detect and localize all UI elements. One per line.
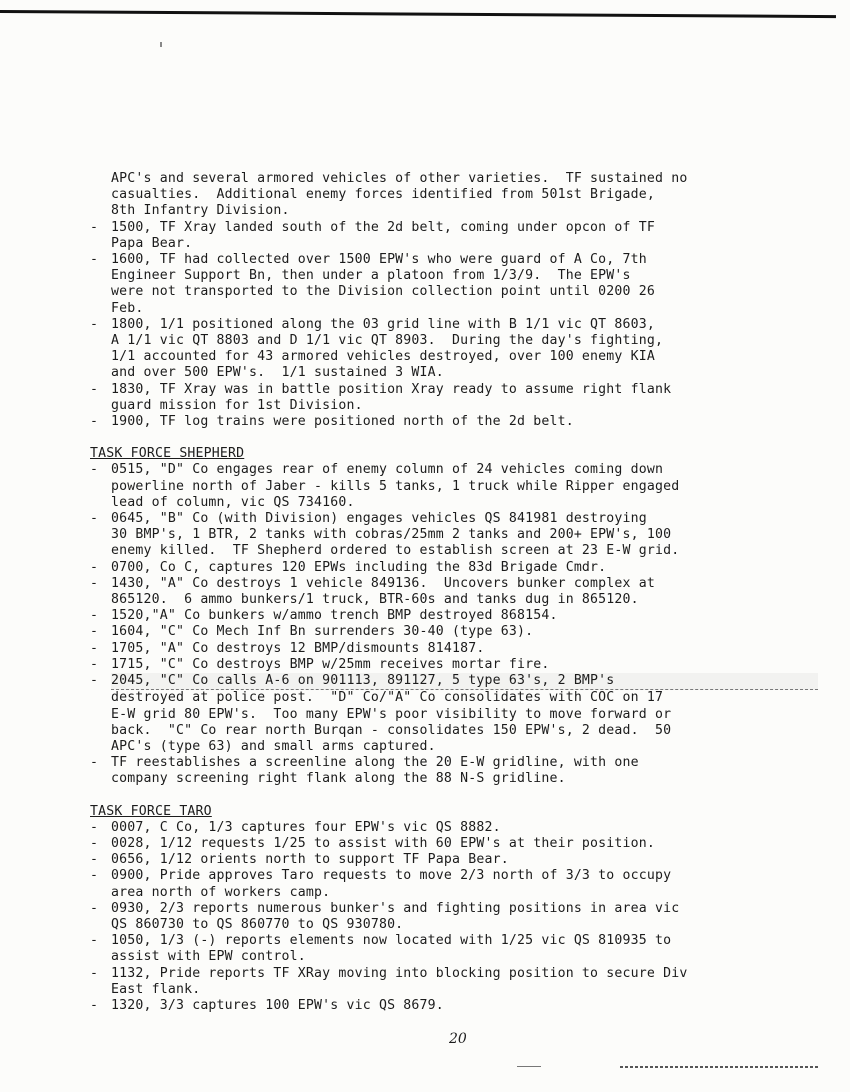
list-item [90,560,818,576]
text-line: enemy killed. TF Shepherd ordered to establish screen at 23 E-W grid. [111,543,680,559]
text-line: 1800, 1/1 positioned along the 03 grid line with B 1/1 vic QT 8603, [111,316,656,332]
list-item [90,608,818,624]
list-dash: - [90,868,99,884]
list-item [90,901,818,933]
footer-mark [517,1066,541,1067]
list-dash: - [90,965,99,981]
text-line: 0028, 1/12 requests 1/25 to assist with 60 EPW's at their position. [111,835,656,851]
list-item [90,252,818,317]
page-number: 20 [449,1031,467,1047]
text-line: East flank. [111,981,201,997]
top-rule [0,10,836,18]
text-line: A 1/1 vic QT 8803 and D 1/1 vic QT 8903. During the day's fighting, [111,333,664,349]
document-body [90,171,818,1014]
list-dash: - [90,624,99,640]
list-dash: - [90,900,99,916]
text-line: APC's (type 63) and small arms captured. [111,738,436,754]
list-item [90,820,818,836]
list-dash: - [90,755,99,771]
text-line: 1705, "A" Co destroys 12 BMP/dismounts 814187. [111,640,485,656]
list-dash: - [90,575,99,591]
text-line: 0700, Co C, captures 120 EPWs including the 83d Brigade Cmdr. [111,559,607,575]
list-dash: - [90,316,99,332]
text-line: 1320, 3/3 captures 100 EPW's vic QS 8679. [111,997,444,1013]
list-dash: - [90,219,99,235]
text-line: E-W grid 80 EPW's. Too many EPW's poor visibility to move forward or [111,706,672,722]
list-item [90,511,818,560]
text-line: 30 BMP's, 1 BTR, 2 tanks with cobras/25mm 2 tanks and 200+ EPW's, 100 [111,527,672,543]
text-line: 1900, TF log trains were positioned north of the 2d belt. [111,414,574,430]
text-line: APC's and several armored vehicles of other varieties. TF sustained no [111,171,688,186]
list-item [90,998,818,1014]
text-line: 1604, "C" Co Mech Inf Bn surrenders 30-40 (type 63). [111,624,534,640]
section-heading-taro: TASK FORCE TARO [90,803,212,819]
text-line: 0656, 1/12 orients north to support TF Papa Bear. [111,852,509,868]
list-dash: - [90,933,99,949]
text-line: and over 500 EPW's. 1/1 sustained 3 WIA. [111,365,444,381]
text-line: 8th Infantry Division. [111,203,290,219]
list-item [90,966,818,998]
section-heading-shepherd: TASK FORCE SHEPHERD [90,446,245,462]
scan-speck [160,42,162,47]
list-dash: - [90,673,99,689]
text-line: 1520,"A" Co bunkers w/ammo trench BMP destroyed 868154. [111,608,558,624]
list-item [90,462,818,511]
footer-mark [620,1066,820,1068]
text-line: powerline north of Jaber - kills 5 tanks, 1 truck while Ripper engaged [111,478,680,494]
list-item [90,220,818,252]
text-line: back. "C" Co rear north Burqan - consolidates 150 EPW's, 2 dead. 50 [111,722,672,738]
text-line: company screening right flank along the 88 N-S gridline. [111,771,566,787]
list-dash: - [90,252,99,268]
list-dash: - [90,462,99,478]
text-line: 1715, "C" Co destroys BMP w/25mm receives mortar fire. [111,656,550,672]
text-line: QS 860730 to QS 860770 to QS 930780. [111,916,404,932]
list-item [90,382,818,414]
text-line: 1600, TF had collected over 1500 EPW's who were guard of A Co, 7th [111,252,647,268]
text-line: Engineer Support Bn, then under a platoon from 1/3/9. The EPW's [111,268,631,284]
list-item [90,868,818,900]
text-line: lead of column, vic QS 734160. [111,494,355,510]
text-line: guard mission for 1st Division. [111,397,363,413]
list-dash: - [90,511,99,527]
text-line: 0900, Pride approves Taro requests to move 2/3 north of 3/3 to occupy [111,868,672,884]
list-item [90,414,818,430]
text-line: assist with EPW control. [111,949,306,965]
list-dash: - [90,381,99,397]
list-dash: - [90,835,99,851]
text-line: 0007, C Co, 1/3 captures four EPW's vic QS 8882. [111,819,501,835]
list-item [90,641,818,657]
text-line: 1132, Pride reports TF XRay moving into blocking position to secure Div [111,965,688,981]
intro-paragraph [90,171,818,220]
text-line: 1830, TF Xray was in battle position Xray ready to assume right flank [111,381,672,397]
text-line: 0930, 2/3 reports numerous bunker's and fighting positions in area vic [111,900,680,916]
list-item [90,576,818,608]
text-line: Feb. [111,300,144,316]
text-line: were not transported to the Division collection point until 0200 26 [111,284,656,300]
text-line: 1500, TF Xray landed south of the 2d belt, coming under opcon of TF [111,219,656,235]
list-dash: - [90,608,99,624]
text-line: destroyed at police post. "D" Co/"A" Co consolidates with COC on 17 [111,690,664,706]
list-item [90,852,818,868]
list-item [90,836,818,852]
list-dash: - [90,656,99,672]
list-item [90,933,818,965]
text-line: 1/1 accounted for 43 armored vehicles destroyed, over 100 enemy KIA [111,349,656,365]
text-line: 865120. 6 ammo bunkers/1 truck, BTR-60s and tanks dug in 865120. [111,592,639,608]
list-item [90,624,818,640]
text-line: 0645, "B" Co (with Division) engages vehicles QS 841981 destroying [111,511,647,527]
text-line: 1050, 1/3 (-) reports elements now located with 1/25 vic QS 810935 to [111,933,672,949]
text-line: 2045, "C" Co calls A-6 on 901113, 891127, 5 type 63's, 2 BMP's [111,673,818,690]
list-item [90,657,818,673]
text-line: 1430, "A" Co destroys 1 vehicle 849136. Uncovers bunker complex at [111,575,656,591]
list-item [90,755,818,787]
list-dash: - [90,852,99,868]
list-dash: - [90,414,99,430]
list-dash: - [90,997,99,1013]
text-line: 0515, "D" Co engages rear of enemy column of 24 vehicles coming down [111,462,664,478]
list-item [90,317,818,382]
text-line: Papa Bear. [111,235,193,251]
list-dash: - [90,559,99,575]
text-line: casualties. Additional enemy forces identified from 501st Brigade, [111,187,656,203]
list-item [90,673,818,755]
text-line: area north of workers camp. [111,884,331,900]
list-dash: - [90,819,99,835]
list-dash: - [90,640,99,656]
text-line: TF reestablishes a screenline along the 20 E-W gridline, with one [111,755,639,771]
